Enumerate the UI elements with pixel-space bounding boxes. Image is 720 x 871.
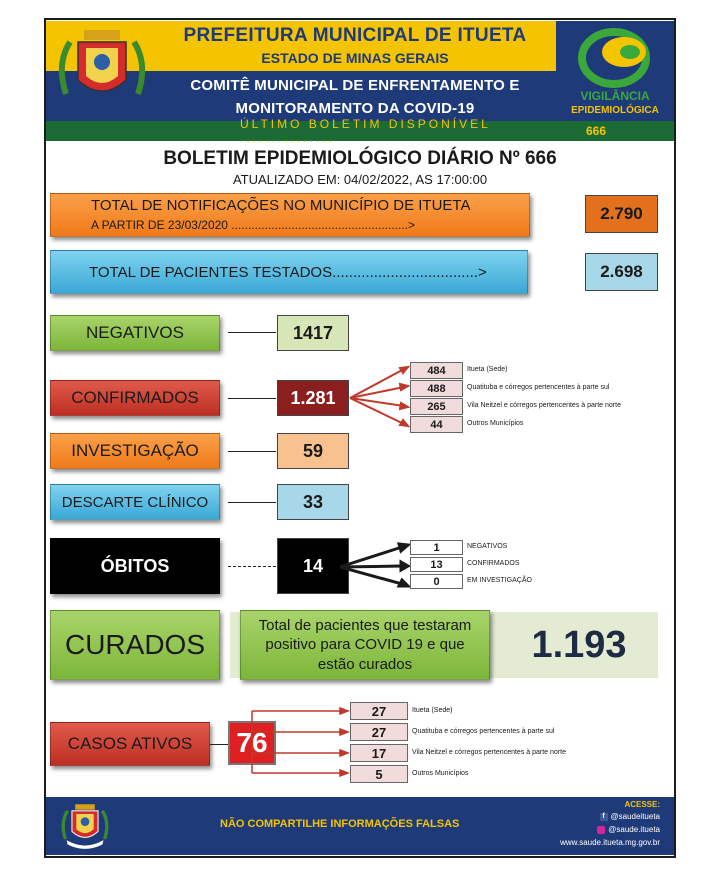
obitos-arrows: [340, 538, 410, 594]
obitos-label: ÓBITOS: [50, 538, 220, 594]
ativos-sede-value: 27: [350, 702, 408, 720]
ativos-value: 76: [228, 721, 276, 765]
committee-line-1: COMITÊ MUNICIPAL DE ENFRENTAMENTO E: [190, 76, 520, 94]
coat-of-arms-icon: [56, 24, 148, 116]
ativos-sul-value: 27: [350, 723, 408, 741]
ativos-norte-place: Vila Neitzel e córregos pertencentes à parte norte: [412, 749, 566, 756]
footer-access: ACESSE:: [624, 800, 660, 809]
instagram-handle: @saude.itueta: [608, 825, 660, 834]
notifications-value: 2.790: [585, 195, 658, 233]
logo-text-2: EPIDEMIOLÓGICA: [571, 104, 659, 116]
confirmados-value: 1.281: [277, 380, 349, 416]
bulletin-updated: ATUALIZADO EM: 04/02/2022, AS 17:00:00: [232, 171, 488, 187]
confirmados-sul-place: Quatituba e córregos pertencentes à parte sul: [467, 384, 610, 391]
notifications-since: A PARTIR DE 23/03/2020 .....................................................>: [91, 218, 416, 232]
last-bulletin-label: [240, 117, 580, 145]
confirmados-norte-place: Vila Neitzel e córregos pertencentes à parte norte: [467, 402, 621, 409]
ativos-norte-value: 17: [350, 744, 408, 762]
footer-website[interactable]: www.saude.itueta.mg.gov.br: [560, 838, 660, 847]
descarte-label: DESCARTE CLÍNICO: [50, 484, 220, 520]
obitos-value: 14: [277, 538, 349, 594]
last-bulletin-number: 666: [586, 124, 607, 138]
obitos-negativos-value: 1: [410, 540, 463, 555]
ativos-outros-place: Outros Municípios: [412, 770, 469, 777]
facebook-handle: @saudeitueta: [610, 812, 660, 821]
tested-panel: [50, 250, 528, 294]
committee-line-2: MONITORAMENTO DA COVID-19: [235, 99, 475, 117]
facebook-icon: f: [600, 813, 608, 821]
confirmados-label: CONFIRMADOS: [50, 380, 220, 416]
curados-value: 1.193: [531, 623, 627, 666]
curados-description: Total de pacientes que testaram positivo para COVID 19 e que estão curados: [240, 610, 490, 680]
obitos-confirmados-value: 13: [410, 557, 463, 572]
curados-label: CURADOS: [50, 610, 220, 680]
confirmados-outros-value: 44: [410, 416, 463, 433]
footer-instagram[interactable]: [520, 825, 660, 834]
confirmados-sul-value: 488: [410, 380, 463, 397]
ativos-connector: [210, 744, 228, 745]
footer-facebook[interactable]: [520, 812, 660, 821]
obitos-investigacao-value: 0: [410, 574, 463, 589]
confirmados-outros-place: Outros Municípios: [467, 420, 524, 427]
obitos-negativos-status: NEGATIVOS: [467, 543, 508, 550]
obitos-confirmados-status: CONFIRMADOS: [467, 560, 520, 567]
negativos-value: 1417: [277, 315, 349, 351]
ativos-sul-place: Quatituba e córregos pertencentes à parte sul: [412, 728, 555, 735]
negativos-connector: [228, 332, 276, 333]
investigacao-label: INVESTIGAÇÃO: [50, 433, 220, 469]
tested-label: TOTAL DE PACIENTES TESTADOS...................................>: [89, 264, 487, 281]
descarte-value: 33: [277, 484, 349, 520]
investigacao-value: 59: [277, 433, 349, 469]
vigilancia-logo-icon: [572, 24, 662, 88]
ativos-label: CASOS ATIVOS: [50, 722, 210, 766]
confirmados-sede-place: Itueta (Sede): [467, 366, 508, 373]
notifications-label: TOTAL DE NOTIFICAÇÕES NO MUNICÍPIO DE ITUETA: [91, 197, 471, 214]
footer-message: NÃO COMPARTILHE INFORMAÇÕES FALSAS: [220, 818, 460, 830]
obitos-connector: [228, 566, 276, 567]
descarte-connector: [228, 502, 276, 503]
obitos-investigacao-status: EM INVESTIGAÇÃO: [467, 577, 532, 584]
confirmados-sede-value: 484: [410, 362, 463, 379]
instagram-icon: [597, 826, 605, 834]
header-title: PREFEITURA MUNICIPAL DE ITUETA: [183, 25, 527, 46]
investigacao-connector: [228, 451, 276, 452]
footer-coat-of-arms-icon: [60, 801, 110, 851]
negativos-label: NEGATIVOS: [50, 315, 220, 351]
ativos-sede-place: Itueta (Sede): [412, 707, 453, 714]
ativos-arrows: [250, 703, 350, 783]
logo-text: VIGILÂNCIA: [580, 89, 650, 103]
confirmados-connector: [228, 398, 276, 399]
ativos-outros-value: 5: [350, 765, 408, 783]
confirmados-norte-value: 265: [410, 398, 463, 415]
bulletin-title: BOLETIM EPIDEMIOLÓGICO DIÁRIO Nº 666: [163, 148, 557, 169]
tested-value: 2.698: [585, 253, 658, 291]
last-bulletin-text: ÚLTIMO BOLETIM DISPONÍVEL ...............: [240, 117, 491, 145]
header-subtitle: ESTADO DE MINAS GERAIS: [261, 50, 449, 66]
confirmados-arrows: [348, 360, 410, 438]
notifications-panel: [50, 193, 530, 237]
